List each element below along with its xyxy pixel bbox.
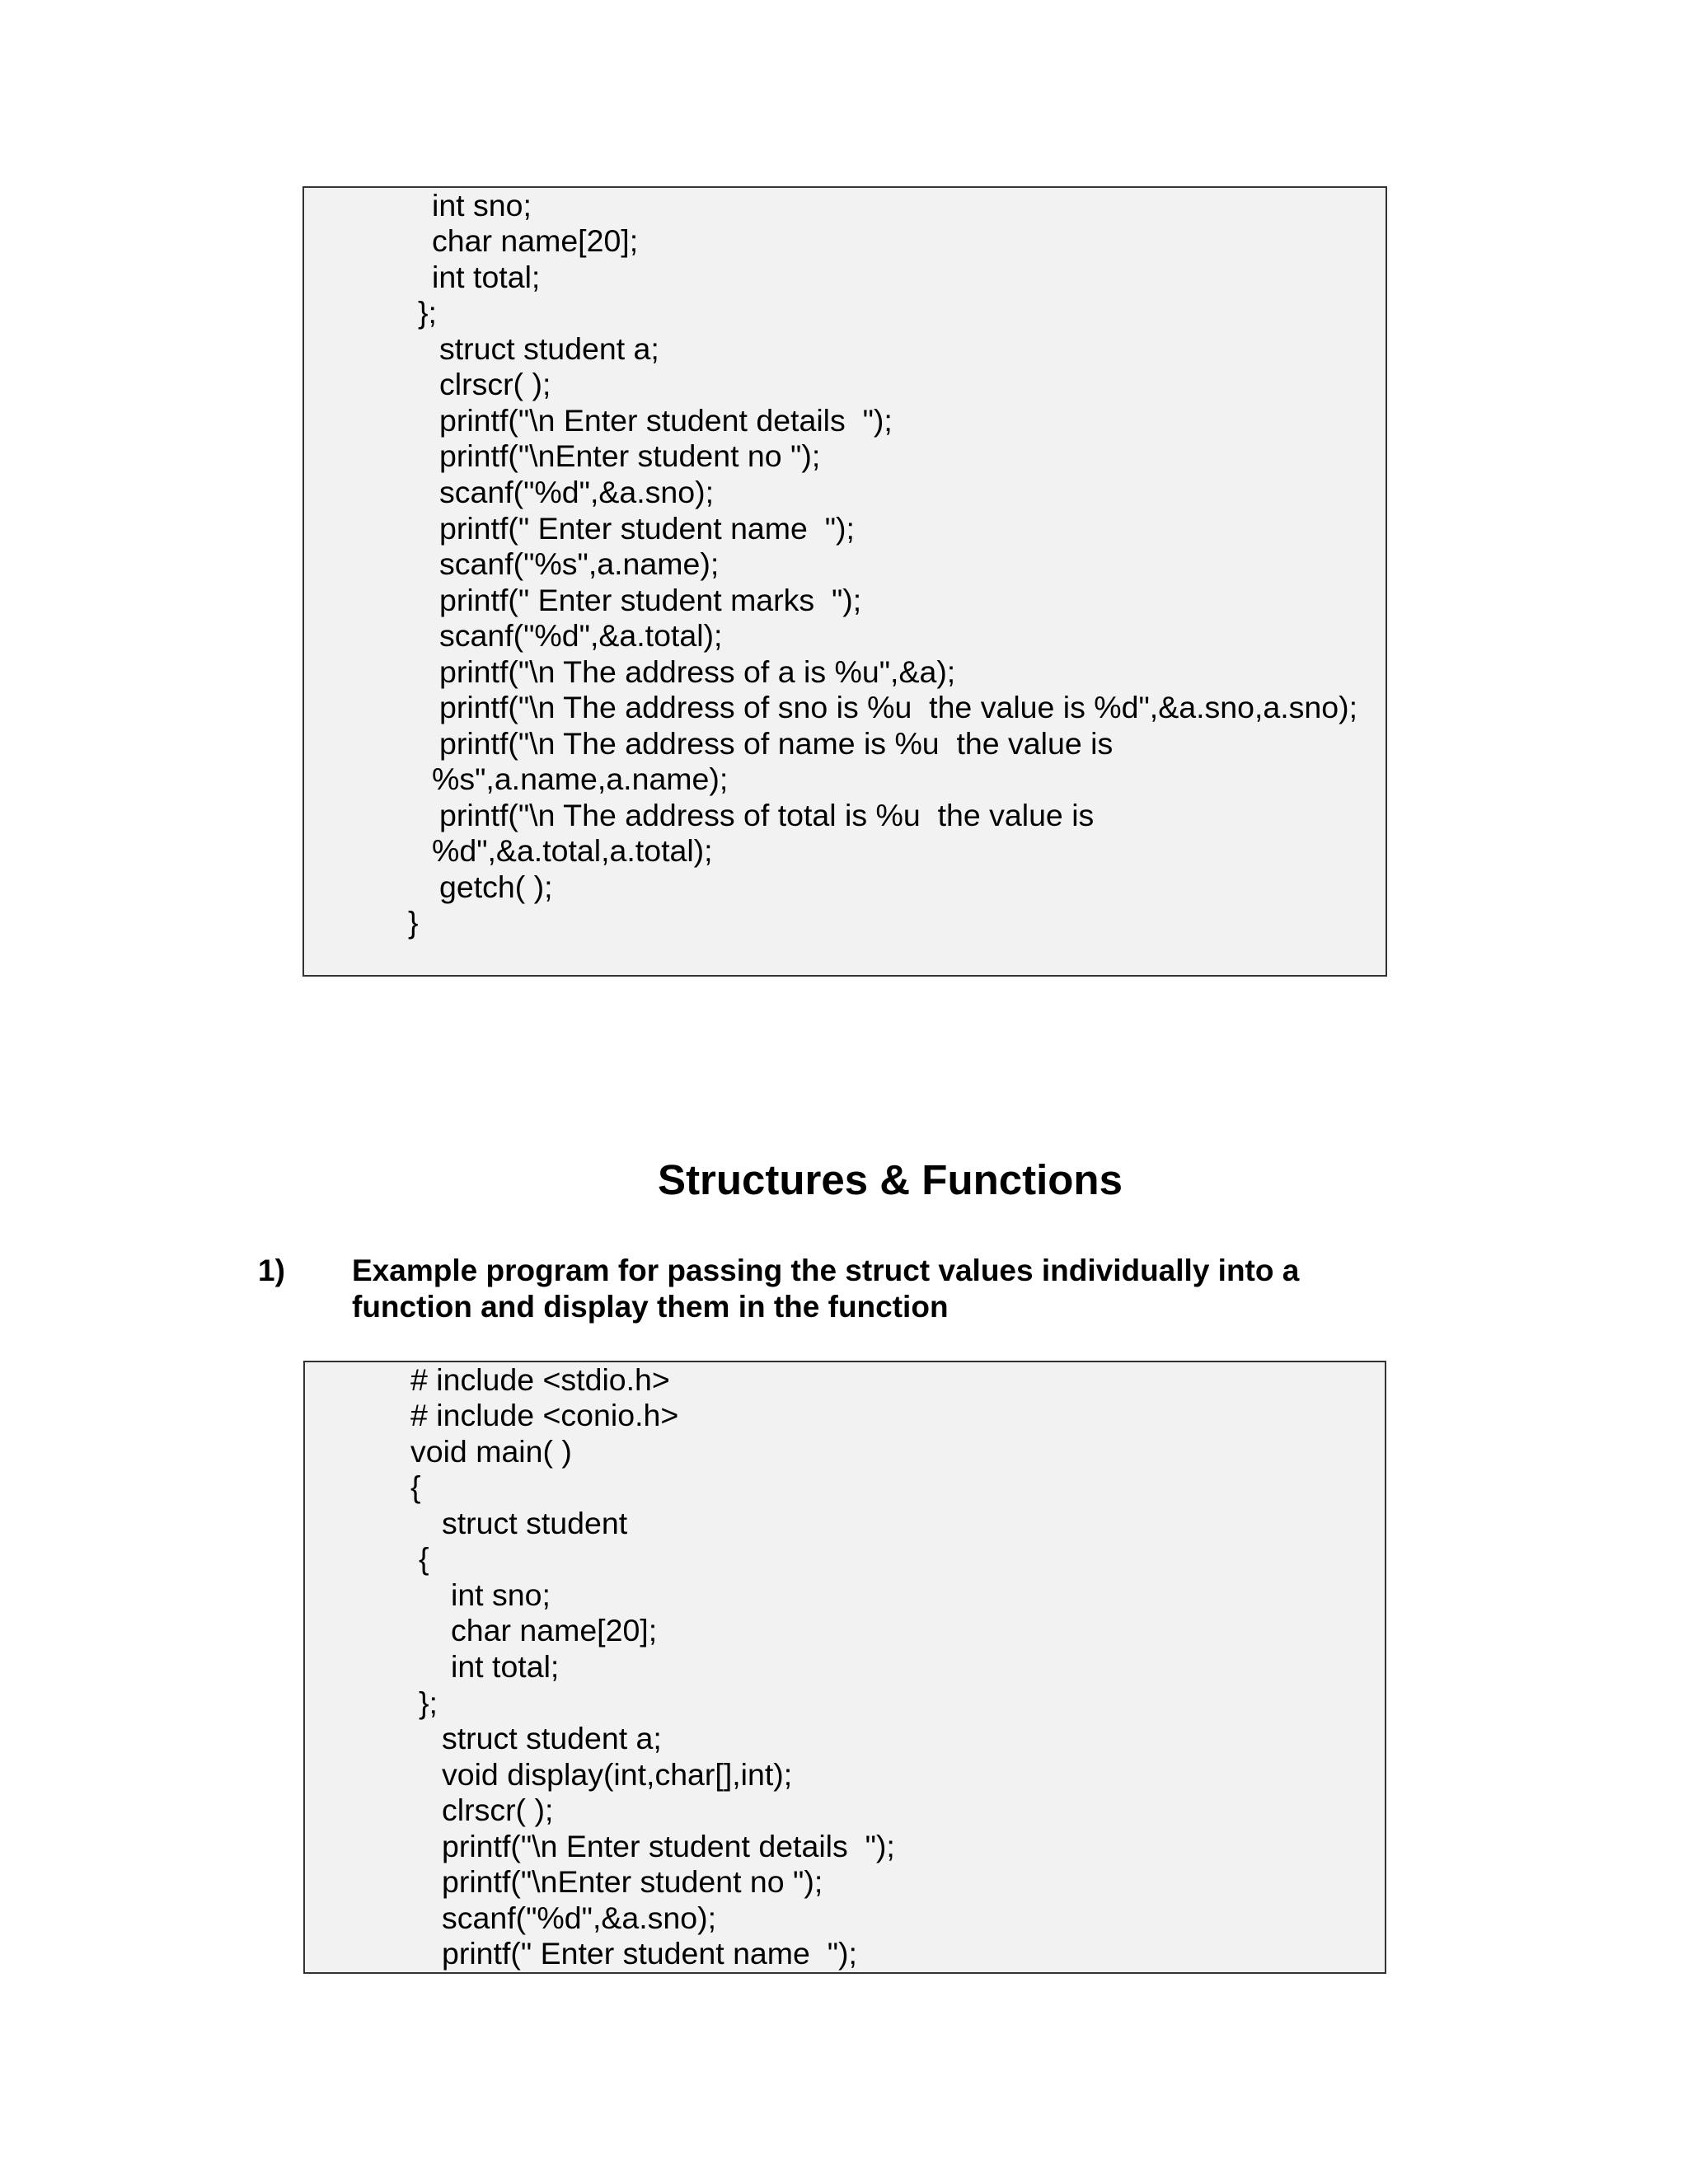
code-line: # include <stdio.h> [410,1362,670,1397]
code-line: scanf("%d",&a.total); [439,618,723,653]
code-line: }; [419,1685,438,1720]
code-line: { [419,1541,429,1576]
code-line: }; [418,295,437,330]
code-line: char name[20]; [451,1613,658,1647]
code-line: # include <conio.h> [410,1398,679,1432]
code-line: printf("\n The address of a is %u",&a); [439,654,956,689]
code-line: } [408,905,419,940]
code-line: clrscr( ); [442,1793,554,1827]
code-line: printf("\n The address of name is %u the value is [439,726,1114,761]
code-line: struct student [442,1506,628,1540]
code-line: printf("\n Enter student details "); [439,403,893,438]
code-line: { [410,1469,421,1504]
code-block-1 [302,186,1387,977]
code-line: %d",&a.total,a.total); [432,833,713,868]
code-line: void main( ) [410,1434,572,1469]
item-number: 1) [258,1254,285,1287]
code-line: printf(" Enter student marks "); [439,583,862,617]
code-line: int total; [432,260,541,294]
code-line: struct student a; [442,1721,662,1755]
code-line: scanf("%d",&a.sno); [442,1900,717,1935]
code-line: %s",a.name,a.name); [432,762,729,796]
code-line: int sno; [432,188,532,223]
code-line: int sno; [451,1577,551,1612]
code-line: clrscr( ); [439,367,551,401]
code-line: printf("\n Enter student details "); [442,1829,895,1863]
code-line: printf("\n The address of sno is %u the value is %d",&a.sno,a.sno); [439,690,1358,724]
code-line: scanf("%d",&a.sno); [439,475,715,509]
code-line: char name[20]; [432,223,639,258]
code-line: scanf("%s",a.name); [439,546,720,581]
code-line: printf("\nEnter student no "); [442,1864,823,1899]
code-block-2 [303,1361,1386,1974]
code-line: int total; [451,1649,560,1684]
code-line: printf("\nEnter student no "); [439,438,821,473]
code-line: printf(" Enter student name "); [439,511,855,546]
section-title: Structures & Functions [658,1156,1123,1203]
code-line: printf("\n The address of total is %u the value is [439,798,1095,832]
code-line: getch( ); [439,869,553,904]
item-description: Example program for passing the struct values individually into a function and display them in the function [352,1254,1300,1324]
code-line: struct student a; [439,331,659,366]
code-line: void display(int,char[],int); [442,1757,793,1792]
code-line: printf(" Enter student name "); [442,1936,857,1971]
